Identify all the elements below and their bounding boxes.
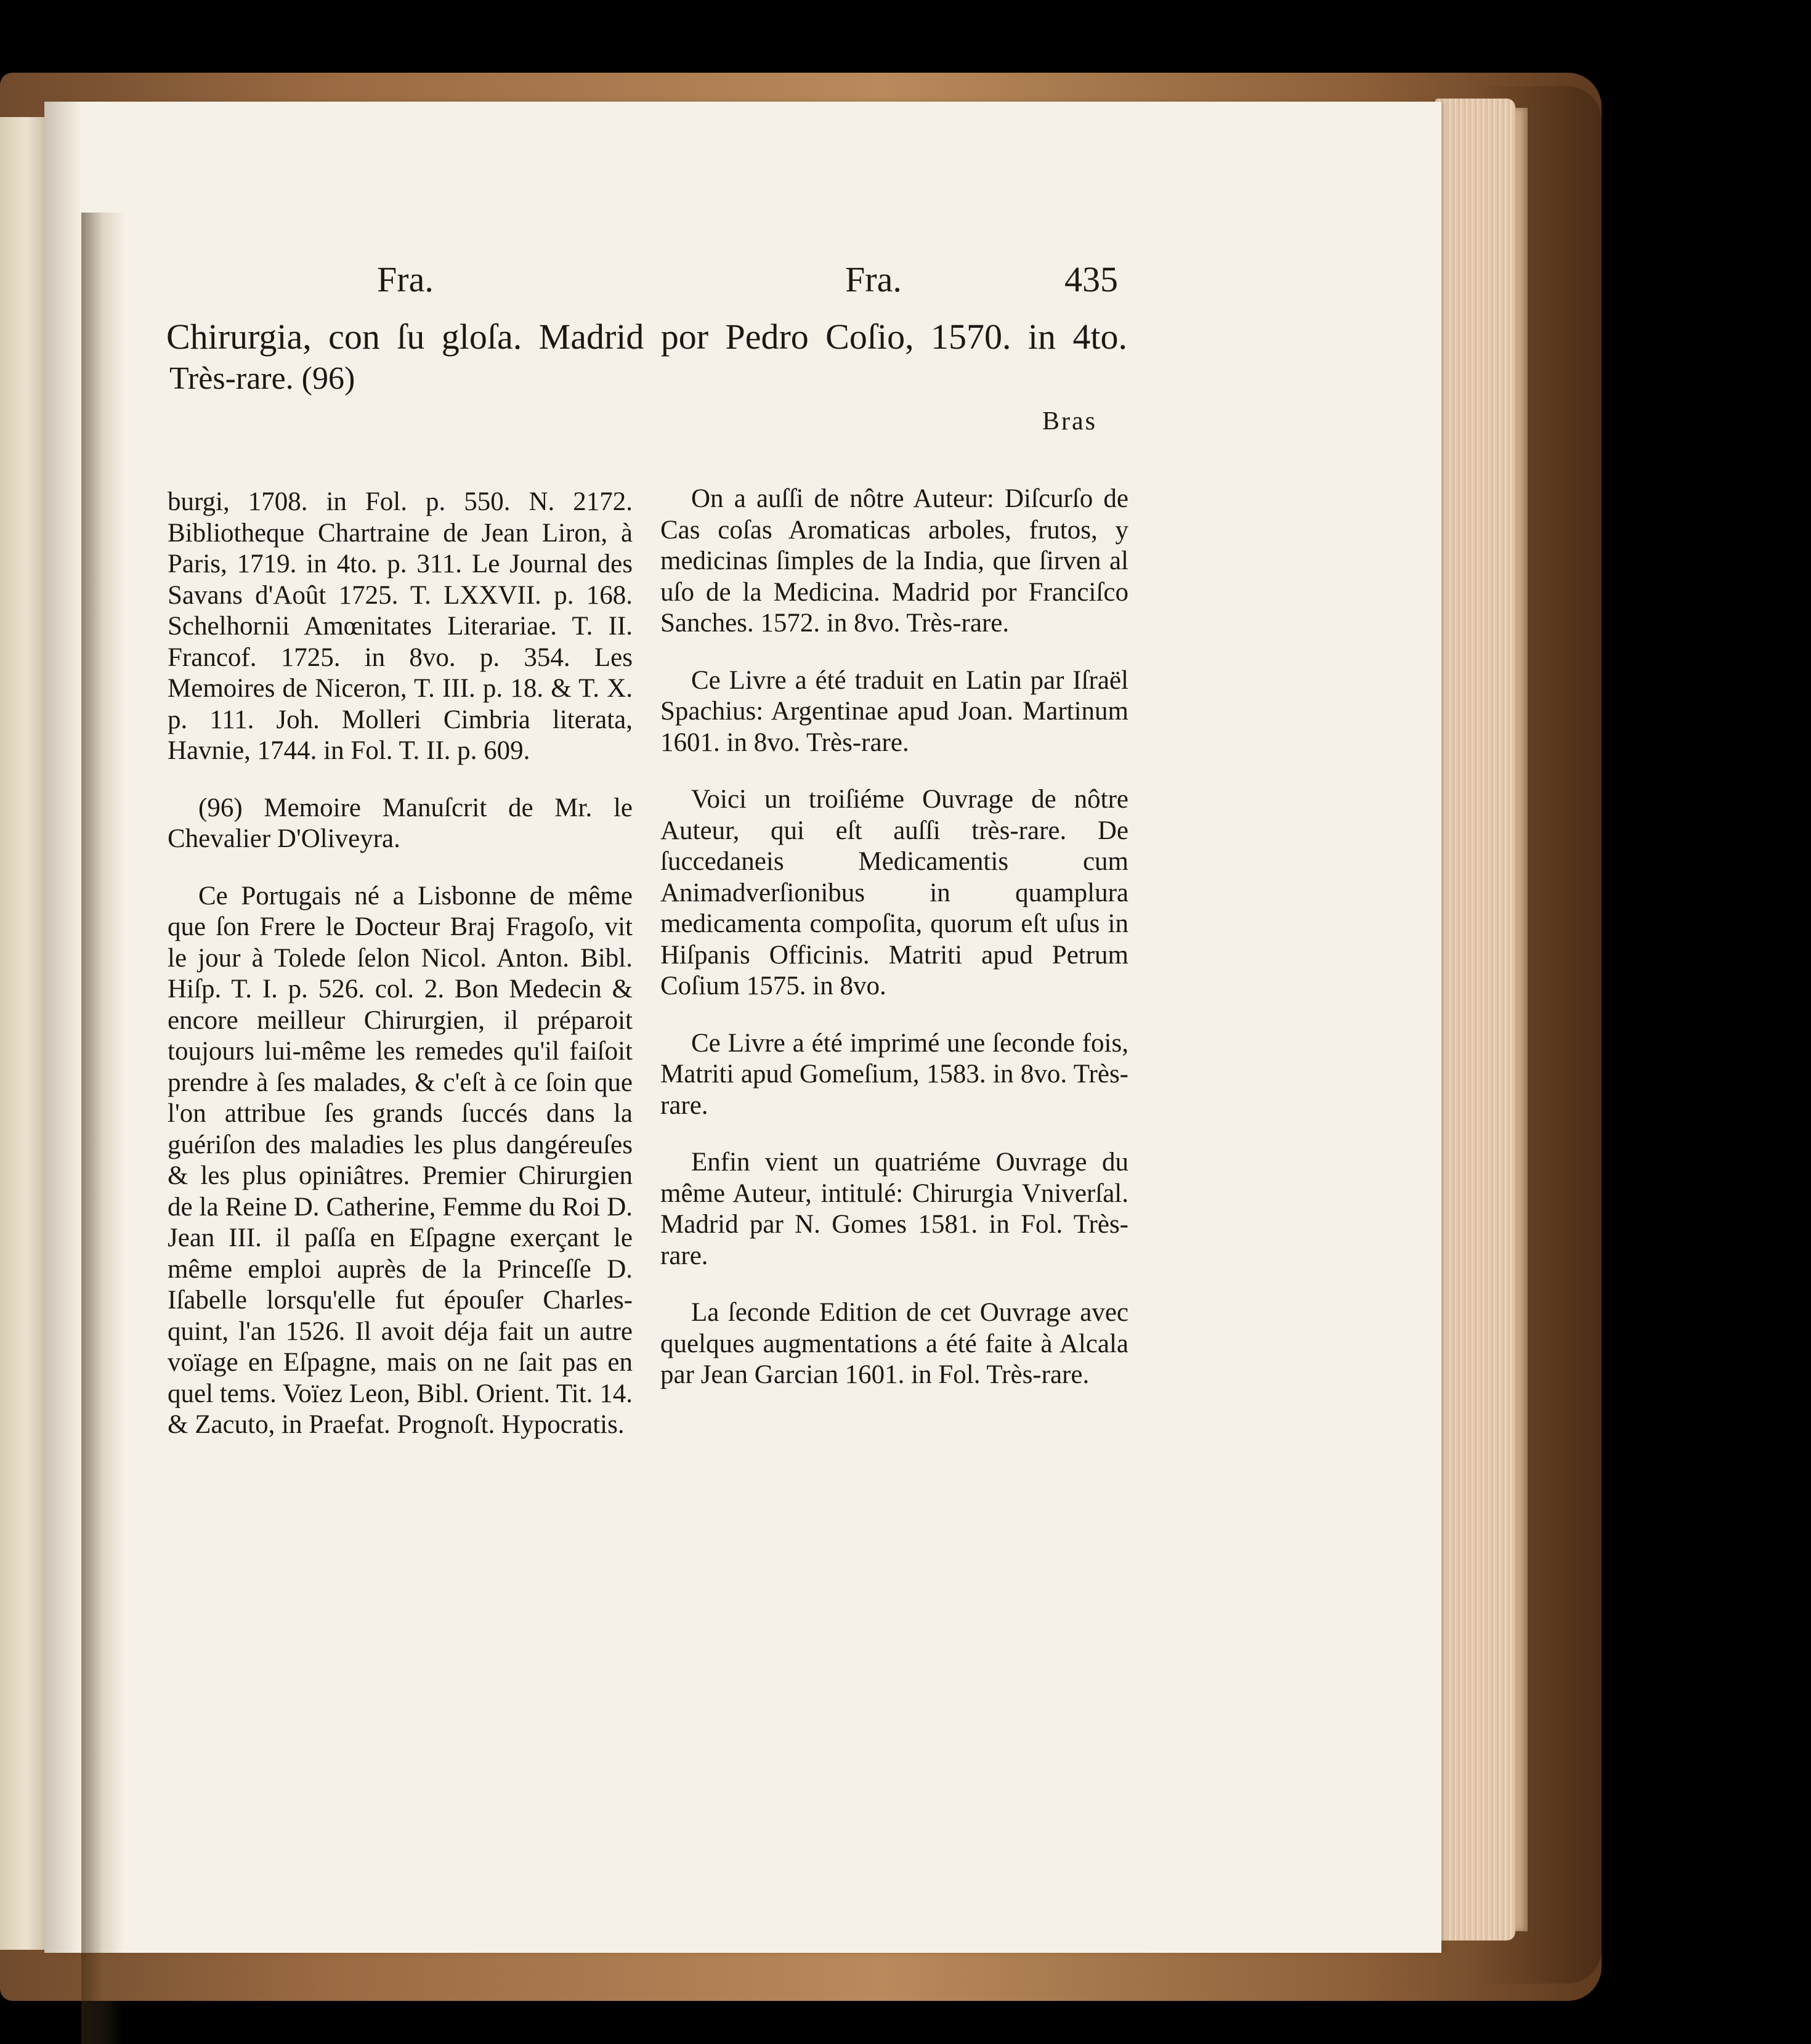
- right-paragraph-2: Ce Livre a été traduit en Latin par Iſraël Spachius: Argentinae apud Joan. Martinum 1601. in 8vo. Très-rare.: [660, 665, 1128, 757]
- right-column: [660, 484, 1128, 1391]
- right-paragraph-6: La ſeconde Edition de cet Ouvrage avec quelques augmentations a été faite à Alcala par Jean Garcian 1601. in Fol. Très-rare.: [660, 1298, 1128, 1389]
- page-number: 435: [1064, 259, 1118, 299]
- running-head-center: Fra.: [845, 259, 902, 299]
- right-paragraph-1: On a auſſi de nôtre Auteur: Diſcurſo de Cas coſas Aromaticas arboles, frutos, y medicinas ſimples de la India, que ſirven al uſo de la Medicina. Madrid por Franciſco Sanches. 1572. in 8vo. Très-rare.: [660, 484, 1128, 638]
- facing-page-sliver: [0, 117, 44, 1950]
- left-paragraph-3: Ce Portugais né a Lisbonne de même que ſon Frere le Docteur Braj Fragoſo, vit le jour à Tolede ſelon Nicol. Anton. Bibl. Hiſp. T. I. p. 526. col. 2. Bon Medecin & encore meilleur Chirurgien, il préparoit toujours lui-même les remedes qu'il faiſoit prendre à ſes malades, & c'eſt à ce ſoin que l'on attribue ſes grands ſuccés dans la guériſon des maladies les plus dangéreuſes & les plus opiniâtres. Premier Chirurgien de la Reine D. Catherine, Femme du Roi D. Jean III. il paſſa en Eſpagne exerçant le même emploi auprès de la Princeſſe D. Iſabelle lorsqu'elle fut épouſer Charles-quint, l'an 1526. Il avoit déja fait un autre voïage en Eſpagne, mais on ne ſait pas en quel tems. Voïez Leon, Bibl. Orient. Tit. 14. & Zacuto, in Praefat. Prognoſt. Hypocratis.: [168, 881, 633, 1439]
- left-column: [168, 487, 633, 1441]
- left-paragraph-2: (96) Memoire Manuſcrit de Mr. le Chevalier D'Oliveyra.: [168, 793, 633, 853]
- gutter-shadow: [81, 213, 124, 2044]
- catchword: Bras: [1042, 407, 1097, 436]
- running-head-left: Fra.: [377, 259, 434, 299]
- page-block-edges: [1435, 99, 1515, 1941]
- continuation-line: Chirurgia, con ſu gloſa. Madrid por Pedro Coſio, 1570. in 4to.: [166, 317, 1127, 357]
- right-paragraph-5: Enfin vient un quatriéme Ouvrage du même Auteur, intitulé: Chirurgia Vniverſal. Madrid par N. Gomes 1581. in Fol. Très-rare.: [660, 1148, 1128, 1270]
- continuation-line-2: Très-rare. (96): [169, 361, 355, 396]
- left-paragraph-1: burgi, 1708. in Fol. p. 550. N. 2172. Bibliotheque Chartraine de Jean Liron, à Paris, 1719. in 4to. p. 311. Le Journal des Savans d'Août 1725. T. LXXVII. p. 168. Schelhornii Amœnitates Literariae. T. II. Francof. 1725. in 8vo. p. 354. Les Memoires de Niceron, T. III. p. 18. & T. X. p. 111. Joh. Molleri Cimbria literata, Havnie, 1744. in Fol. T. II. p. 609.: [168, 487, 633, 765]
- right-paragraph-4: Ce Livre a été imprimé une ſeconde fois, Matriti apud Gomeſium, 1583. in 8vo. Très-rare.: [660, 1028, 1128, 1120]
- right-paragraph-3: Voici un troiſiéme Ouvrage de nôtre Auteur, qui eſt auſſi très-rare. De ſuccedaneis Medicamentis cum Animadverſionibus in quamplura medicamenta compoſita, quorum eſt uſus in Hiſpanis Officinis. Matriti apud Petrum Coſium 1575. in 8vo.: [660, 785, 1128, 1000]
